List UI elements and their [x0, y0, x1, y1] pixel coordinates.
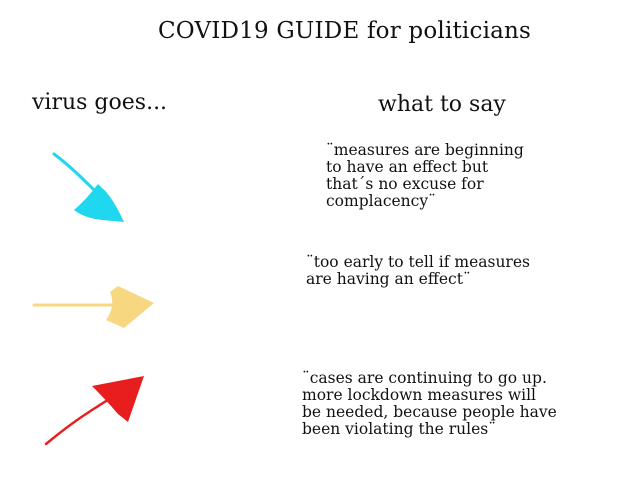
quote-line: to have an effect but [326, 158, 489, 176]
arrow-flat-icon [28, 270, 168, 340]
quote-virus-flat [306, 254, 530, 288]
quote-line: complacency¨ [326, 192, 436, 210]
quote-line: that´s no excuse for [326, 175, 484, 193]
quote-line: are having an effect¨ [306, 270, 471, 288]
arrow-flat-head [106, 286, 154, 328]
quote-virus-up [302, 370, 557, 438]
virus-column-header: virus goes... [32, 90, 168, 115]
quote-line: be needed, because people have [302, 403, 557, 421]
arrow-down-icon [40, 140, 140, 240]
quote-line: ¨cases are continuing to go up. [302, 369, 547, 387]
arrow-up-icon [40, 366, 160, 456]
say-column-header: what to say [378, 92, 506, 117]
quote-line: more lockdown measures will [302, 386, 536, 404]
quote-virus-down [326, 142, 524, 210]
quote-line: ¨measures are beginning [326, 141, 524, 159]
quote-line: been violating the rules¨ [302, 420, 496, 438]
arrow-up-head [92, 376, 144, 422]
arrow-down-head [74, 184, 124, 222]
quote-line: ¨too early to tell if measures [306, 253, 530, 271]
page-title: COVID19 GUIDE for politicians [158, 18, 532, 44]
